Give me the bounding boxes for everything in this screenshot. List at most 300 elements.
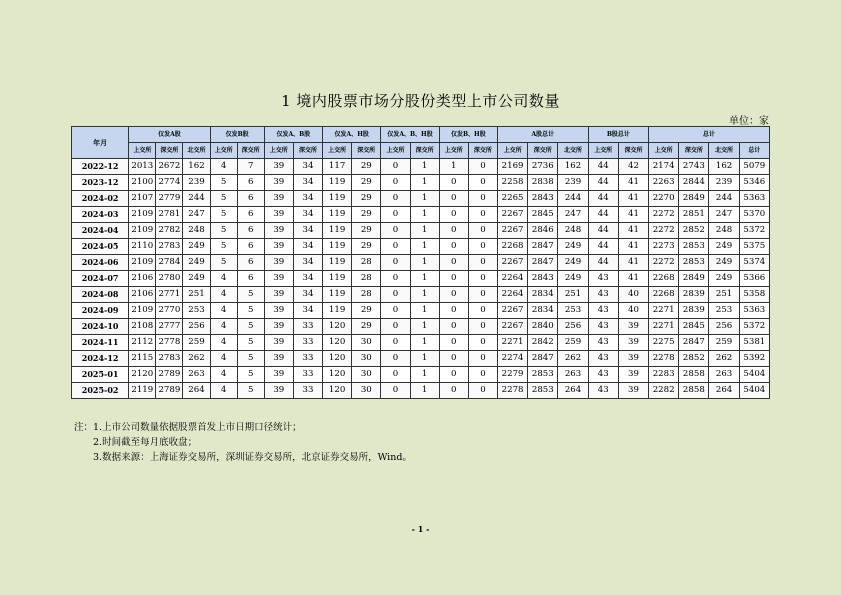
table-cell: 4 <box>210 271 237 287</box>
table-cell: 2271 <box>649 319 679 335</box>
table-cell: 28 <box>352 287 381 303</box>
table-cell: 2839 <box>679 287 709 303</box>
table-cell: 244 <box>183 191 210 207</box>
table-cell: 5404 <box>739 367 769 383</box>
table-cell: 2838 <box>528 175 558 191</box>
table-cell: 2843 <box>528 271 558 287</box>
table-cell: 2853 <box>528 367 558 383</box>
table-row <box>72 207 770 223</box>
row-month: 2024-12 <box>72 351 129 367</box>
table-cell: 253 <box>709 303 739 319</box>
table-cell: 117 <box>323 159 352 175</box>
table-cell: 0 <box>468 255 497 271</box>
table-cell: 4 <box>210 367 237 383</box>
row-month: 2024-05 <box>72 239 129 255</box>
table-row <box>72 191 770 207</box>
table-cell: 2783 <box>156 239 183 255</box>
table-cell: 4 <box>210 319 237 335</box>
table-cell: 5 <box>210 223 237 239</box>
table-cell: 1 <box>410 351 439 367</box>
table-cell: 7 <box>237 159 264 175</box>
table-cell: 2106 <box>129 271 156 287</box>
table-cell: 2100 <box>129 175 156 191</box>
table-cell: 119 <box>323 191 352 207</box>
header-group-total: 总计 <box>649 127 770 143</box>
header-year-month: 年月 <box>72 127 129 159</box>
header-sub-sse: 上交所 <box>588 143 618 159</box>
table-cell: 1 <box>410 335 439 351</box>
table-cell: 39 <box>264 159 293 175</box>
table-cell: 43 <box>588 335 618 351</box>
table-cell: 256 <box>183 319 210 335</box>
table-cell: 162 <box>709 159 739 175</box>
table-cell: 0 <box>381 319 410 335</box>
table-cell: 5381 <box>739 335 769 351</box>
table-cell: 30 <box>352 367 381 383</box>
table-cell: 249 <box>558 239 588 255</box>
header-sub-szse: 深交所 <box>468 143 497 159</box>
table-cell: 2839 <box>679 303 709 319</box>
header-sub-bse: 北交所 <box>558 143 588 159</box>
table-cell: 2264 <box>498 271 528 287</box>
table-cell: 41 <box>618 239 648 255</box>
header-sub-szse: 深交所 <box>352 143 381 159</box>
table-cell: 0 <box>381 239 410 255</box>
footnote-3: 3.数据来源：上海证券交易所，深圳证券交易所，北京证券交易所，Wind。 <box>93 452 412 463</box>
table-cell: 2169 <box>498 159 528 175</box>
table-cell: 29 <box>352 175 381 191</box>
table-cell: 2852 <box>679 351 709 367</box>
table-cell: 2842 <box>528 335 558 351</box>
table-cell: 2258 <box>498 175 528 191</box>
table-row <box>72 239 770 255</box>
table-cell: 0 <box>381 159 410 175</box>
header-group-row <box>72 127 770 143</box>
table-cell: 0 <box>468 319 497 335</box>
table-cell: 43 <box>588 319 618 335</box>
table-cell: 2847 <box>528 239 558 255</box>
table-cell: 43 <box>588 367 618 383</box>
table-cell: 39 <box>264 383 293 399</box>
table-cell: 249 <box>709 271 739 287</box>
table-cell: 2106 <box>129 287 156 303</box>
row-month: 2024-10 <box>72 319 129 335</box>
table-cell: 2274 <box>498 351 528 367</box>
table-cell: 247 <box>183 207 210 223</box>
table-cell: 5 <box>210 239 237 255</box>
header-sub-sse: 上交所 <box>129 143 156 159</box>
table-cell: 2844 <box>679 175 709 191</box>
table-cell: 2275 <box>649 335 679 351</box>
table-cell: 0 <box>439 319 468 335</box>
table-cell: 262 <box>183 351 210 367</box>
table-cell: 253 <box>183 303 210 319</box>
table-cell: 39 <box>264 351 293 367</box>
footnote-2: 2.时间截至每月底收盘； <box>93 437 198 448</box>
table-cell: 249 <box>183 255 210 271</box>
table-cell: 249 <box>558 255 588 271</box>
table-cell: 44 <box>588 207 618 223</box>
table-cell: 1 <box>410 271 439 287</box>
table-cell: 2782 <box>156 223 183 239</box>
table-cell: 259 <box>183 335 210 351</box>
table-cell: 249 <box>709 239 739 255</box>
row-month: 2024-09 <box>72 303 129 319</box>
table-cell: 5 <box>237 335 264 351</box>
table-cell: 2780 <box>156 271 183 287</box>
header-sub-bse: 北交所 <box>709 143 739 159</box>
table-cell: 39 <box>618 335 648 351</box>
table-cell: 6 <box>237 271 264 287</box>
table-cell: 2109 <box>129 223 156 239</box>
header-sub-szse: 深交所 <box>679 143 709 159</box>
table-cell: 264 <box>183 383 210 399</box>
table-cell: 0 <box>381 335 410 351</box>
table-cell: 2271 <box>649 303 679 319</box>
table-cell: 244 <box>558 191 588 207</box>
table-cell: 30 <box>352 383 381 399</box>
table-cell: 5404 <box>739 383 769 399</box>
table-cell: 2108 <box>129 319 156 335</box>
table-cell: 0 <box>381 367 410 383</box>
table-cell: 0 <box>439 367 468 383</box>
table-cell: 44 <box>588 255 618 271</box>
table-cell: 6 <box>237 207 264 223</box>
table-cell: 248 <box>558 223 588 239</box>
table-cell: 0 <box>468 383 497 399</box>
table-cell: 2267 <box>498 255 528 271</box>
table-cell: 2282 <box>649 383 679 399</box>
table-cell: 2743 <box>679 159 709 175</box>
table-cell: 44 <box>588 239 618 255</box>
table-cell: 2843 <box>528 191 558 207</box>
table-cell: 0 <box>381 351 410 367</box>
table-cell: 1 <box>410 159 439 175</box>
table-cell: 2845 <box>528 207 558 223</box>
table-cell: 0 <box>381 223 410 239</box>
table-row <box>72 287 770 303</box>
table-cell: 29 <box>352 191 381 207</box>
table-cell: 5363 <box>739 303 769 319</box>
table-cell: 2783 <box>156 351 183 367</box>
table-cell: 29 <box>352 223 381 239</box>
table-row <box>72 351 770 367</box>
table-cell: 0 <box>439 303 468 319</box>
table-cell: 2013 <box>129 159 156 175</box>
table-cell: 0 <box>439 271 468 287</box>
table-cell: 41 <box>618 207 648 223</box>
table-cell: 34 <box>293 303 322 319</box>
table-cell: 119 <box>323 239 352 255</box>
table-cell: 6 <box>237 223 264 239</box>
table-row <box>72 367 770 383</box>
table-cell: 44 <box>588 159 618 175</box>
table-cell: 247 <box>558 207 588 223</box>
table-cell: 256 <box>558 319 588 335</box>
table-cell: 119 <box>323 287 352 303</box>
table-cell: 264 <box>709 383 739 399</box>
header-group-ab: 仅发A、B股 <box>264 127 322 143</box>
table-cell: 5079 <box>739 159 769 175</box>
table-cell: 5 <box>210 175 237 191</box>
table-cell: 239 <box>558 175 588 191</box>
table-cell: 2736 <box>528 159 558 175</box>
table-cell: 2853 <box>679 239 709 255</box>
table-cell: 0 <box>381 383 410 399</box>
table-cell: 39 <box>264 239 293 255</box>
table-cell: 39 <box>264 191 293 207</box>
table-cell: 5392 <box>739 351 769 367</box>
row-month: 2022-12 <box>72 159 129 175</box>
header-sub-szse: 深交所 <box>237 143 264 159</box>
table-cell: 1 <box>439 159 468 175</box>
table-cell: 39 <box>264 271 293 287</box>
table-cell: 2174 <box>649 159 679 175</box>
table-cell: 2279 <box>498 367 528 383</box>
table-cell: 43 <box>588 271 618 287</box>
table-cell: 0 <box>439 191 468 207</box>
table-cell: 5 <box>210 207 237 223</box>
table-cell: 2789 <box>156 383 183 399</box>
table-cell: 259 <box>709 335 739 351</box>
table-cell: 4 <box>210 287 237 303</box>
table-cell: 39 <box>618 351 648 367</box>
unit-label: 单位：家 <box>729 116 769 127</box>
table-cell: 2849 <box>679 271 709 287</box>
table-cell: 1 <box>410 223 439 239</box>
table-cell: 43 <box>588 303 618 319</box>
table-cell: 263 <box>183 367 210 383</box>
table-cell: 120 <box>323 319 352 335</box>
table-cell: 239 <box>183 175 210 191</box>
table-row <box>72 383 770 399</box>
table-cell: 39 <box>264 287 293 303</box>
table-row <box>72 255 770 271</box>
table-cell: 251 <box>558 287 588 303</box>
table-cell: 5346 <box>739 175 769 191</box>
table-cell: 4 <box>210 159 237 175</box>
footnote-1: 注：1.上市公司数量依据股票首发上市日期口径统计； <box>74 422 302 433</box>
table-cell: 5 <box>237 319 264 335</box>
table-cell: 262 <box>709 351 739 367</box>
table-cell: 0 <box>468 287 497 303</box>
table-cell: 244 <box>709 191 739 207</box>
table-cell: 29 <box>352 319 381 335</box>
table-cell: 5 <box>237 367 264 383</box>
table-cell: 2778 <box>156 335 183 351</box>
table-cell: 39 <box>264 319 293 335</box>
table-cell: 4 <box>210 303 237 319</box>
table-cell: 0 <box>381 303 410 319</box>
table-cell: 2779 <box>156 191 183 207</box>
table-cell: 1 <box>410 319 439 335</box>
table-cell: 2264 <box>498 287 528 303</box>
page-title: 1 境内股票市场分股份类型上市公司数量 <box>281 92 560 110</box>
table-cell: 2847 <box>528 351 558 367</box>
table-cell: 41 <box>618 175 648 191</box>
table-cell: 34 <box>293 191 322 207</box>
row-month: 2024-02 <box>72 191 129 207</box>
table-cell: 248 <box>183 223 210 239</box>
table-cell: 0 <box>381 191 410 207</box>
table-cell: 5372 <box>739 223 769 239</box>
table-row <box>72 159 770 175</box>
table-cell: 6 <box>237 239 264 255</box>
table-cell: 34 <box>293 175 322 191</box>
table-cell: 2267 <box>498 319 528 335</box>
table-cell: 0 <box>468 335 497 351</box>
table-cell: 2789 <box>156 367 183 383</box>
table-cell: 0 <box>468 207 497 223</box>
table-cell: 5 <box>237 303 264 319</box>
table-cell: 2272 <box>649 223 679 239</box>
listed-companies-table <box>71 126 770 399</box>
table-cell: 2858 <box>679 383 709 399</box>
table-cell: 28 <box>352 255 381 271</box>
table-cell: 2846 <box>528 223 558 239</box>
table-row <box>72 271 770 287</box>
table-cell: 5 <box>237 351 264 367</box>
table-cell: 39 <box>618 319 648 335</box>
table-cell: 0 <box>439 287 468 303</box>
table-cell: 2120 <box>129 367 156 383</box>
header-sub-sse: 上交所 <box>264 143 293 159</box>
table-cell: 5 <box>237 287 264 303</box>
table-cell: 2268 <box>649 287 679 303</box>
row-month: 2024-11 <box>72 335 129 351</box>
table-cell: 34 <box>293 255 322 271</box>
table-cell: 2851 <box>679 207 709 223</box>
table-cell: 5 <box>210 255 237 271</box>
table-cell: 119 <box>323 255 352 271</box>
table-cell: 5375 <box>739 239 769 255</box>
table-cell: 2267 <box>498 223 528 239</box>
table-cell: 119 <box>323 207 352 223</box>
table-cell: 41 <box>618 255 648 271</box>
header-sub-szse: 深交所 <box>410 143 439 159</box>
table-cell: 119 <box>323 175 352 191</box>
table-cell: 41 <box>618 191 648 207</box>
table-cell: 30 <box>352 335 381 351</box>
table-cell: 119 <box>323 223 352 239</box>
table-cell: 1 <box>410 303 439 319</box>
table-cell: 1 <box>410 175 439 191</box>
table-cell: 2268 <box>498 239 528 255</box>
table-cell: 2267 <box>498 207 528 223</box>
header-sub-bse: 北交所 <box>183 143 210 159</box>
table-cell: 251 <box>183 287 210 303</box>
table-cell: 6 <box>237 255 264 271</box>
table-cell: 2273 <box>649 239 679 255</box>
table-cell: 39 <box>618 367 648 383</box>
table-cell: 5370 <box>739 207 769 223</box>
table-cell: 2781 <box>156 207 183 223</box>
table-cell: 39 <box>264 367 293 383</box>
header-group-abh: 仅发A、B、H股 <box>381 127 439 143</box>
table-cell: 0 <box>381 255 410 271</box>
table-row <box>72 303 770 319</box>
table-cell: 2840 <box>528 319 558 335</box>
row-month: 2024-08 <box>72 287 129 303</box>
table-cell: 40 <box>618 287 648 303</box>
table-cell: 2110 <box>129 239 156 255</box>
table-cell: 43 <box>588 383 618 399</box>
table-cell: 2109 <box>129 207 156 223</box>
table-cell: 39 <box>618 383 648 399</box>
table-cell: 2271 <box>498 335 528 351</box>
table-cell: 33 <box>293 383 322 399</box>
table-cell: 2115 <box>129 351 156 367</box>
table-cell: 263 <box>558 367 588 383</box>
header-sub-sse: 上交所 <box>439 143 468 159</box>
header-group-b-only: 仅发B股 <box>210 127 264 143</box>
table-cell: 0 <box>439 175 468 191</box>
table-cell: 120 <box>323 383 352 399</box>
table-cell: 5 <box>210 191 237 207</box>
table-cell: 1 <box>410 239 439 255</box>
table-cell: 0 <box>439 335 468 351</box>
table-cell: 42 <box>618 159 648 175</box>
table-cell: 0 <box>468 191 497 207</box>
table-cell: 33 <box>293 319 322 335</box>
table-cell: 2267 <box>498 303 528 319</box>
table-cell: 0 <box>439 239 468 255</box>
table-cell: 2268 <box>649 271 679 287</box>
table-cell: 1 <box>410 191 439 207</box>
table-cell: 29 <box>352 303 381 319</box>
table-cell: 2263 <box>649 175 679 191</box>
table-cell: 162 <box>183 159 210 175</box>
table-cell: 5363 <box>739 191 769 207</box>
table-cell: 5358 <box>739 287 769 303</box>
table-cell: 1 <box>410 367 439 383</box>
table-cell: 251 <box>709 287 739 303</box>
table-cell: 2834 <box>528 303 558 319</box>
table-cell: 6 <box>237 175 264 191</box>
table-cell: 248 <box>709 223 739 239</box>
table-row <box>72 335 770 351</box>
table-cell: 247 <box>709 207 739 223</box>
table-cell: 39 <box>264 335 293 351</box>
table-cell: 2672 <box>156 159 183 175</box>
table-cell: 44 <box>588 175 618 191</box>
table-cell: 2858 <box>679 367 709 383</box>
table-cell: 249 <box>558 271 588 287</box>
table-cell: 1 <box>410 255 439 271</box>
table-cell: 33 <box>293 351 322 367</box>
table-cell: 4 <box>210 351 237 367</box>
table-cell: 2272 <box>649 255 679 271</box>
table-cell: 0 <box>381 175 410 191</box>
table-cell: 30 <box>352 351 381 367</box>
row-month: 2025-02 <box>72 383 129 399</box>
header-sub-sse: 上交所 <box>498 143 528 159</box>
table-cell: 2834 <box>528 287 558 303</box>
row-month: 2024-07 <box>72 271 129 287</box>
table-cell: 0 <box>468 303 497 319</box>
table-cell: 2849 <box>679 191 709 207</box>
table-cell: 0 <box>468 159 497 175</box>
table-cell: 2112 <box>129 335 156 351</box>
table-cell: 39 <box>264 223 293 239</box>
table-row <box>72 175 770 191</box>
table-cell: 2777 <box>156 319 183 335</box>
table-cell: 5 <box>237 383 264 399</box>
table-cell: 34 <box>293 159 322 175</box>
header-sub-sse: 上交所 <box>323 143 352 159</box>
table-cell: 120 <box>323 351 352 367</box>
table-cell: 39 <box>264 175 293 191</box>
